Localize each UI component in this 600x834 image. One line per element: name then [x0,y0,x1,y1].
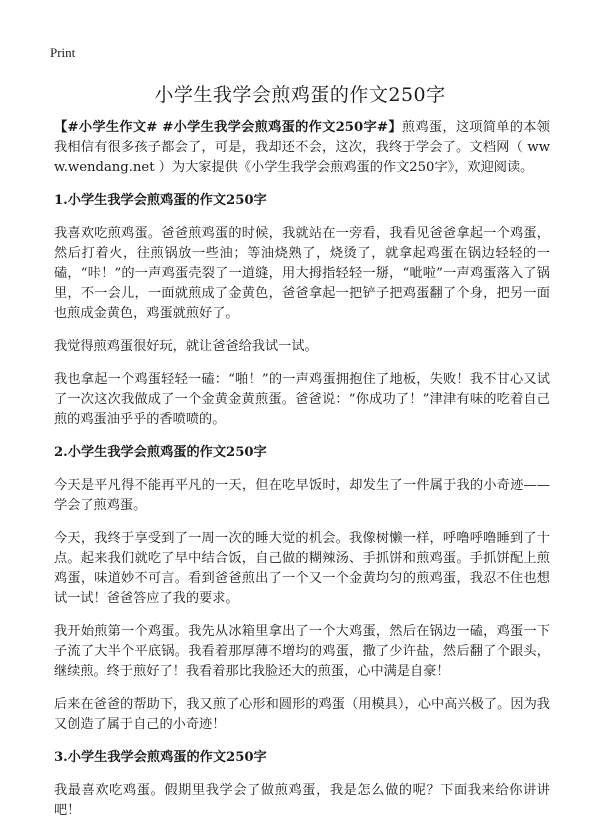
paragraph: 我最喜欢吃鸡蛋。假期里我学会了做煎鸡蛋，我是怎么做的呢？下面我来给你讲讲吧！ [54,783,550,818]
intro-tag: 【#小学生作文# #小学生我学会煎鸡蛋的作文250字#】 [54,120,402,135]
section-3 [54,748,550,821]
intro-text: 煎鸡蛋，这项简单的本领我相信有很多孩子都会了，可是，我却还不会，这次，我终于学会了。文档网（ www.wendang.net ）为大家提供《小学生我学会煎鸡蛋的作文250字》，欢迎阅读。 [54,120,550,175]
paragraph: 我喜欢吃煎鸡蛋。爸爸煎鸡蛋的时候，我就站在一旁看，我看见爸爸拿起一个鸡蛋，然后打着火，往煎锅放一些油；等油烧熟了，烧烫了，就拿起鸡蛋在锅边轻轻的一磕，“咔！”的一声鸡蛋壳裂了一道缝，用大拇指轻轻一掰，“呲啦”一声鸡蛋落入了锅里，不一会儿，一面就煎成了金黄色，爸爸拿起一把铲子把鸡蛋翻了个身，把另一面也煎成金黄色，鸡蛋就煎好了。 [54,226,550,321]
paragraph: 后来在爸爸的帮助下，我又煎了心形和圆形的鸡蛋（用模具），心中高兴极了。因为我又创造了属于自己的小奇迹！ [54,697,550,732]
section-heading: 3.小学生我学会煎鸡蛋的作文250字 [54,750,267,765]
paragraph: 我觉得煎鸡蛋很好玩，就让爸爸给我试一试。 [54,339,318,354]
article-body [54,118,550,834]
section-heading: 1.小学生我学会煎鸡蛋的作文250字 [54,193,267,208]
print-link[interactable]: Print [50,45,76,60]
page-title: 小学生我学会煎鸡蛋的作文250字 [154,84,446,106]
section-heading: 2.小学生我学会煎鸡蛋的作文250字 [54,445,267,460]
paragraph: 今天，我终于享受到了一周一次的睡大觉的机会。我像树懒一样，呼噜呼噜睡到了十点。起来我们就吃了早中结合饭，自己做的糊辣汤、手抓饼和煎鸡蛋。手抓饼配上煎鸡蛋，味道妙不可言。看到爸爸煎出了一个又一个金黄均匀的煎鸡蛋，我忍不住也想试一试！爸爸答应了我的要求。 [54,531,550,606]
intro-paragraph [54,118,550,178]
paragraph: 今天是平凡得不能再平凡的一天，但在吃早饭时，却发生了一件属于我的小奇迹——学会了煎鸡蛋。 [54,478,550,513]
paragraph: 我也拿起一个鸡蛋轻轻一磕：“啪！”的一声鸡蛋拥抱住了地板，失败！我不甘心又试了一次这次我做成了一个金黄金黄煎蛋。爸爸说：“你成功了！”津津有味的吃着自己煎的鸡蛋油乎乎的香喷喷的。 [54,372,550,427]
section-2 [54,443,550,735]
section-1 [54,191,550,430]
paragraph: 我开始煎第一个鸡蛋。我先从冰箱里拿出了一个大鸡蛋，然后在锅边一磕，鸡蛋一下子流了大半个平底锅。我看着那厚薄不增均的鸡蛋，撒了少许盐，然后翻了个跟头，继续煎。终于煎好了！我看着那比我脸还大的煎蛋，心中满是自豪！ [54,624,550,679]
